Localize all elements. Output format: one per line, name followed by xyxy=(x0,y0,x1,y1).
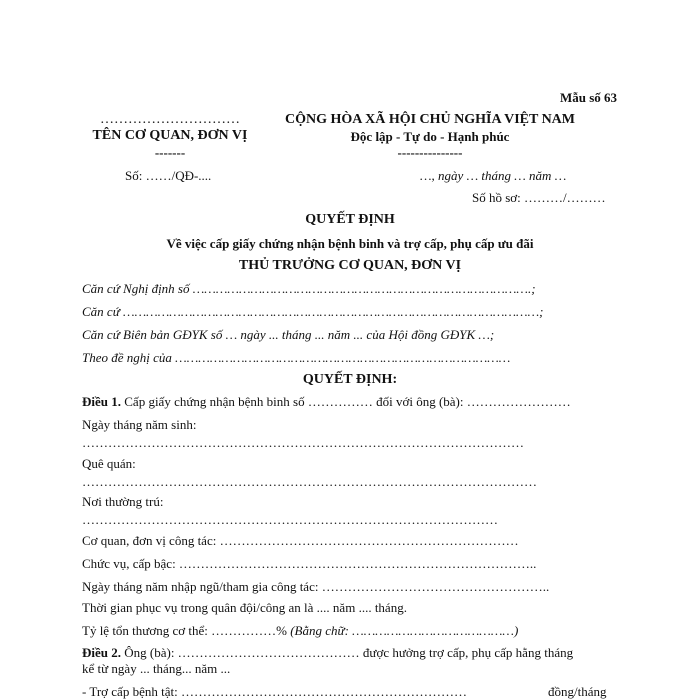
issue-date: …, ngày … tháng … năm … xyxy=(420,168,567,183)
issuing-authority: THỦ TRƯỞNG CƠ QUAN, ĐƠN VỊ xyxy=(238,258,462,273)
injury-rate-words: (Bằng chữ: ……………………………………) xyxy=(290,623,519,638)
allowance-field: - Trợ cấp bệnh tật: ………………………………………………………… xyxy=(82,684,467,699)
service-time-field: Thời gian phục vụ trong quân đội/công an là .... năm .... tháng. xyxy=(82,600,407,615)
article-2-label: Điều 2. xyxy=(82,645,121,660)
decision-heading: QUYẾT ĐỊNH: xyxy=(302,372,398,387)
article-2-start-date: kể từ ngày ... tháng... năm ... xyxy=(82,661,231,676)
file-number: Số hồ sơ: ………/……… xyxy=(472,190,606,205)
basis-line-4: Theo đề nghị của …………………………………………………………………………… xyxy=(82,350,511,365)
hometown-label: Quê quán: xyxy=(82,456,136,471)
national-motto: Độc lập - Tự do - Hạnh phúc xyxy=(350,129,510,144)
article-1-line xyxy=(82,394,571,410)
article-2-text: Ông (bà): …………………………………… được hưởng trợ cấp, phụ cấp hằng tháng xyxy=(121,645,574,660)
basis-line-2: Căn cứ ………………………………………………………………………………………………; xyxy=(82,304,544,319)
motto-rule: --------------- xyxy=(397,145,463,160)
injury-rate-field xyxy=(82,623,518,639)
hometown-dots: …………………………………………………………………………………………… xyxy=(82,474,537,489)
dob-label: Ngày tháng năm sinh: xyxy=(82,417,197,432)
enlist-date-field: Ngày tháng năm nhập ngũ/tham gia công tác: …………………………………………….. xyxy=(82,579,550,594)
basis-line-3: Căn cứ Biên bản GĐYK số … ngày ... tháng ... năm ... của Hội đồng GĐYK …; xyxy=(82,327,495,342)
basis-line-1: Căn cứ Nghị định số …………………………………………………………………………….; xyxy=(82,281,536,296)
agency-field: Cơ quan, đơn vị công tác: …………………………………………………………… xyxy=(82,533,519,548)
dob-dots: ………………………………………………………………………………………… xyxy=(82,435,524,450)
residence-dots: …………………………………………………………………………………… xyxy=(82,512,498,527)
agency-rule: ------- xyxy=(154,145,186,160)
form-code: Mẫu số 63 xyxy=(559,90,617,105)
injury-rate-label: Tỷ lệ tổn thương cơ thể: ……………% xyxy=(82,623,287,638)
agency-dots: ………………………… xyxy=(100,112,240,127)
decision-number: Số: ……/QĐ-.... xyxy=(125,168,212,183)
country-name: CỘNG HÒA XÃ HỘI CHỦ NGHĨA VIỆT NAM xyxy=(284,112,575,127)
agency-name: TÊN CƠ QUAN, ĐƠN VỊ xyxy=(92,128,248,143)
position-field: Chức vụ, cấp bậc: ……………………………………………………………………….. xyxy=(82,556,537,571)
document-title: QUYẾT ĐỊNH xyxy=(305,212,395,227)
article-2-line xyxy=(82,645,573,661)
article-1-label: Điều 1. xyxy=(82,394,121,409)
allowance-unit: đồng/tháng xyxy=(548,684,607,699)
article-1-text: Cấp giấy chứng nhận bệnh binh số …………… đối với ông (bà): …………………… xyxy=(121,394,571,409)
residence-label: Nơi thường trú: xyxy=(82,494,164,509)
document-subject: Về việc cấp giấy chứng nhận bệnh binh và trợ cấp, phụ cấp ưu đãi xyxy=(166,236,534,251)
